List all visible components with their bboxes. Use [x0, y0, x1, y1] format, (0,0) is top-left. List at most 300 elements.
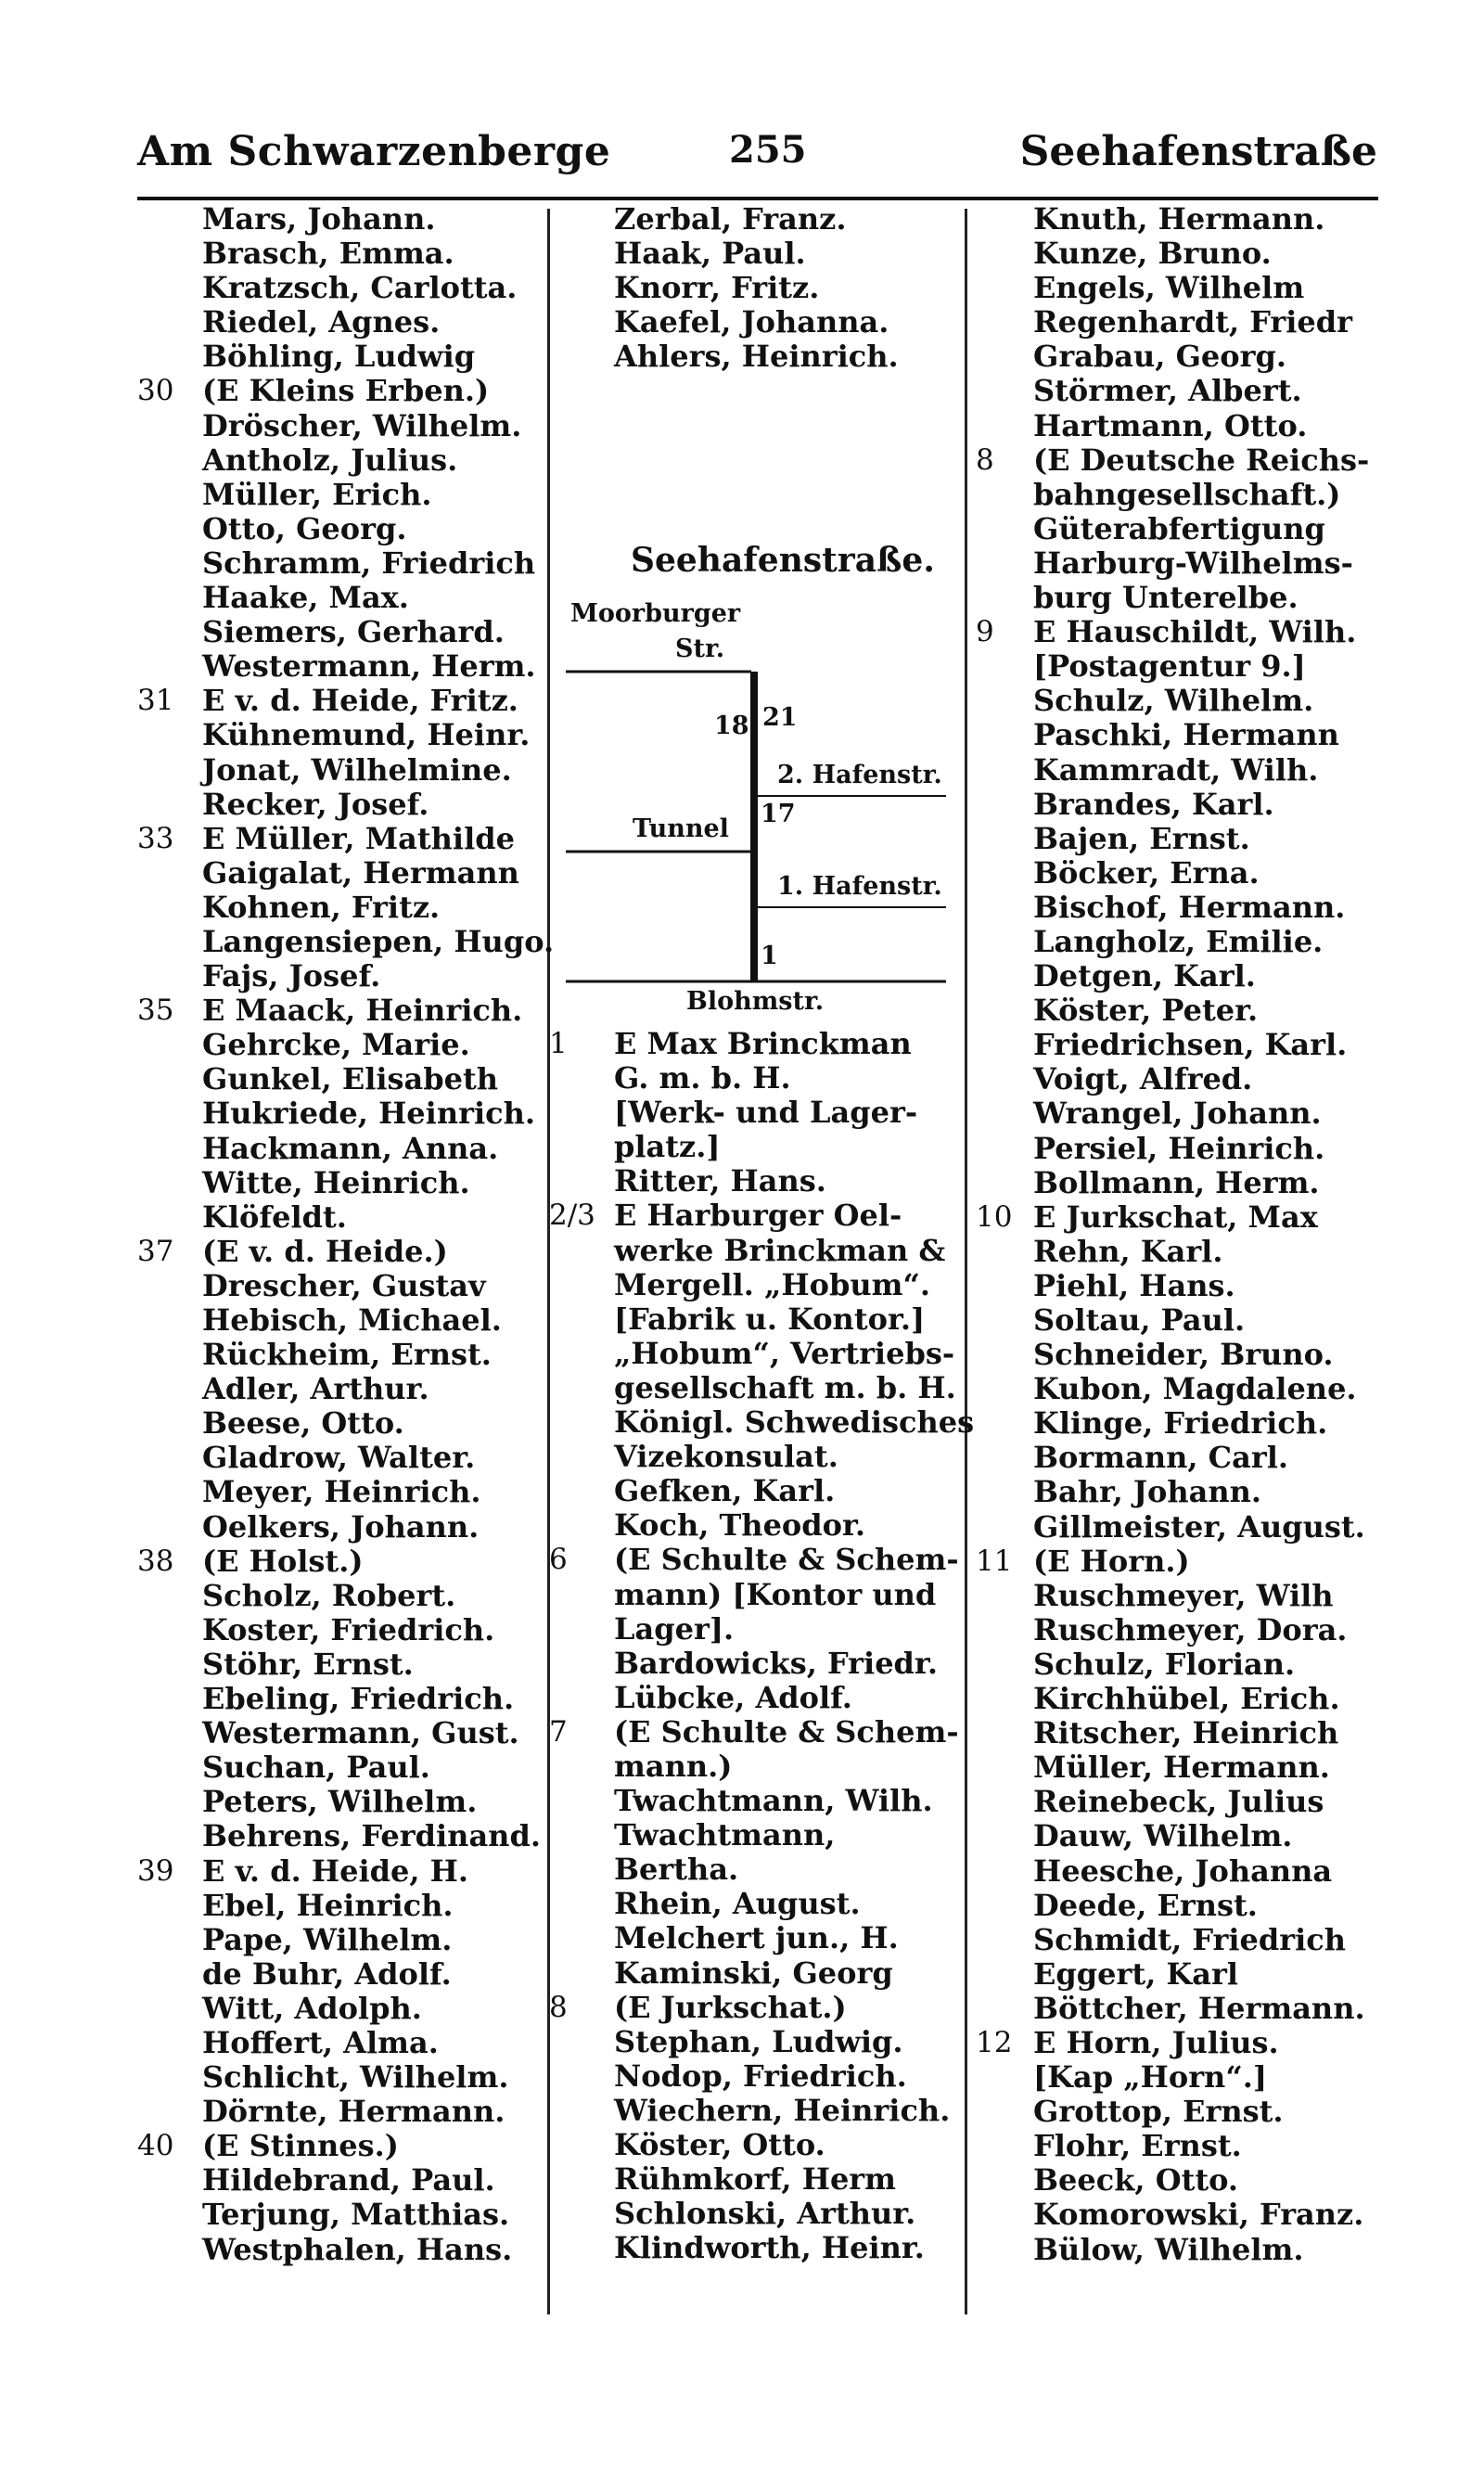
entry-line: [137, 718, 545, 752]
resident-name: platz.]: [614, 1129, 721, 1165]
resident-name: Klöfeldt.: [202, 1199, 347, 1235]
resident-name: (E Jurkschat.): [614, 1989, 847, 2025]
house-number: 10: [976, 1199, 1013, 1234]
entry-line: [137, 2095, 545, 2129]
resident-name: Terjung, Matthias.: [202, 2197, 510, 2233]
entry-line: [976, 1716, 1384, 1750]
entry-line: [549, 1130, 957, 1164]
entry-line: [549, 1750, 957, 1784]
resident-name: Schulz, Wilhelm.: [1033, 683, 1314, 719]
entry-line: [549, 2128, 957, 2162]
resident-name: Müller, Erich.: [202, 476, 432, 512]
resident-name: mann.): [614, 1748, 733, 1784]
entry-line: [549, 2025, 957, 2059]
resident-name: Lübcke, Adolf.: [614, 1679, 852, 1715]
entry-line: [549, 1715, 957, 1750]
resident-name: E Horn, Julius.: [1033, 2024, 1279, 2060]
resident-name: Komorowski, Franz.: [1033, 2197, 1364, 2233]
entry-line: [976, 1510, 1384, 1545]
resident-name: Witte, Heinrich.: [202, 1164, 470, 1200]
entry-line: [976, 1028, 1384, 1062]
resident-name: Rückheim, Ernst.: [202, 1337, 492, 1373]
entry-line: [976, 271, 1384, 305]
entry-line: [549, 1404, 975, 1441]
house-number: 30: [137, 374, 174, 408]
entry-line: [549, 1474, 957, 1508]
entry-line: [976, 340, 1384, 374]
entry-line: [976, 1682, 1384, 1716]
entry-line: [549, 1921, 957, 1955]
resident-name: Hartmann, Otto.: [1033, 407, 1308, 443]
resident-name: Kohnen, Fritz.: [202, 889, 441, 925]
resident-name: Kaefel, Johanna.: [614, 304, 889, 340]
resident-name: [Fabrik u. Kontor.]: [614, 1301, 926, 1337]
section-title: Seehafenstraße.: [631, 541, 935, 580]
entry-line: [976, 1441, 1384, 1475]
house-number: 38: [137, 1544, 174, 1578]
entry-line: [976, 2233, 1384, 2267]
resident-name: Beeck, Otto.: [1033, 2162, 1239, 2198]
entry-line: [549, 1543, 957, 1577]
entry-line: [137, 1957, 545, 1992]
resident-name: Regenhardt, Friedr: [1033, 304, 1353, 340]
house-number: 8: [976, 442, 994, 477]
entry-line: [137, 1475, 545, 1509]
resident-name: Knuth, Hermann.: [1033, 201, 1325, 237]
entry-line: [137, 237, 545, 271]
column-divider-2: [965, 209, 967, 2314]
resident-name: Gaigalat, Hermann: [202, 854, 519, 891]
entry-line: [549, 1027, 957, 1061]
resident-name: Siemers, Gerhard.: [202, 614, 505, 650]
house-number: 40: [137, 2129, 174, 2163]
entry-line: [137, 2163, 545, 2198]
entry-line: [137, 1819, 545, 1853]
resident-name: Mergell. „Hobum“.: [614, 1266, 930, 1302]
resident-name: Bülow, Wilhelm.: [1033, 2231, 1304, 2267]
entry-line: [137, 1372, 545, 1406]
resident-name: Otto, Georg.: [202, 510, 407, 546]
entry-line: [137, 512, 545, 546]
column-3: [976, 202, 1384, 2267]
entry-line: [976, 1475, 1384, 1509]
resident-name: Haak, Paul.: [614, 236, 806, 272]
entry-line: [549, 1612, 957, 1647]
entry-line: [976, 1269, 1384, 1303]
entry-line: [137, 409, 545, 443]
map-label-21: 21: [762, 703, 798, 732]
entry-line: [976, 374, 1384, 408]
house-number: 1: [549, 1027, 568, 1060]
resident-name: Kratzsch, Carlotta.: [202, 270, 518, 306]
resident-name: Flohr, Ernst.: [1033, 2128, 1242, 2164]
entry-line: [976, 1613, 1384, 1647]
resident-name: Hoffert, Alma.: [202, 2024, 439, 2060]
entry-line: [137, 649, 545, 684]
entry-line: [137, 1132, 545, 1166]
resident-name: Reinebeck, Julius: [1033, 1784, 1324, 1820]
entry-line: [549, 1852, 957, 1887]
resident-name: Schlonski, Arthur.: [614, 2196, 916, 2232]
resident-name: Kaminski, Georg: [614, 1955, 893, 1991]
entry-line: [549, 1337, 957, 1371]
resident-name: Nodop, Friedrich.: [614, 2057, 907, 2094]
entry-line: [137, 1235, 545, 1269]
resident-name: [Werk- und Lager-: [614, 1095, 918, 1131]
entry-line: [137, 271, 545, 305]
resident-name: Grabau, Georg.: [1033, 339, 1286, 375]
resident-name: (E Deutsche Reichs-: [1033, 442, 1370, 478]
entry-line: [137, 2233, 545, 2267]
resident-name: Klindworth, Heinr.: [614, 2230, 925, 2266]
page-header: [0, 119, 1484, 184]
resident-name: Rhein, August.: [614, 1886, 861, 1922]
entry-line: [549, 1164, 957, 1199]
resident-name: E Harburger Oel-: [614, 1198, 902, 1234]
resident-name: E Jurkschat, Max: [1033, 1199, 1318, 1235]
resident-name: Bormann, Carl.: [1033, 1440, 1289, 1476]
entry-line: [976, 684, 1384, 718]
entry-line: [549, 2231, 957, 2265]
resident-name: Langholz, Emilie.: [1033, 923, 1324, 959]
resident-name: Bischof, Hermann.: [1033, 889, 1346, 925]
resident-name: Soltau, Paul.: [1033, 1302, 1246, 1338]
entry-line: [137, 1889, 545, 1923]
entry-line: [137, 959, 545, 993]
resident-name: (E Stinnes.): [202, 2128, 399, 2164]
resident-name: Bajen, Ernst.: [1033, 820, 1250, 856]
resident-name: E v. d. Heide, Fritz.: [202, 683, 518, 719]
entry-line: [976, 1096, 1384, 1131]
resident-name: gesellschaft m. b. H.: [614, 1369, 956, 1405]
entry-line: [549, 1302, 957, 1337]
resident-name: Detgen, Karl.: [1033, 958, 1256, 994]
entry-line: [976, 1303, 1384, 1338]
resident-name: Güterabfertigung: [1033, 510, 1325, 546]
resident-name: Dröscher, Wilhelm.: [202, 407, 522, 443]
house-number: 12: [976, 2025, 1013, 2059]
entry-line: [549, 1578, 957, 1612]
resident-name: Lager].: [614, 1610, 735, 1647]
house-number: 9: [976, 615, 994, 649]
resident-name: (E Holst.): [202, 1543, 364, 1579]
resident-name: mann) [Kontor und: [614, 1576, 937, 1612]
entry-line: [976, 615, 1384, 649]
entry-line: [976, 1338, 1384, 1372]
map-label-1: 1: [761, 942, 778, 970]
map-label-18: 18: [714, 711, 749, 740]
entry-line: [137, 1545, 545, 1579]
resident-name: Stephan, Ludwig.: [614, 2023, 903, 2059]
entry-line: [976, 2095, 1384, 2129]
resident-name: Böhling, Ludwig: [202, 339, 476, 375]
entry-line: [976, 1647, 1384, 1682]
entry-line: [137, 1647, 545, 1682]
entry-line: [137, 1613, 545, 1647]
entry-line: [976, 1200, 1384, 1235]
entry-line: [976, 581, 1384, 615]
entry-line: [549, 1956, 957, 1991]
resident-name: Hildebrand, Paul.: [202, 2162, 495, 2198]
resident-name: Brandes, Karl.: [1033, 786, 1274, 822]
entry-line: [549, 1508, 957, 1543]
entry-line: [549, 1818, 957, 1852]
resident-name: Beese, Otto.: [202, 1405, 404, 1442]
page-number: 255: [729, 128, 807, 172]
house-number: 39: [137, 1853, 174, 1888]
resident-name: Fajs, Josef.: [202, 958, 381, 994]
header-rule: [137, 197, 1378, 200]
entry-line: [137, 1269, 545, 1303]
entry-line: [137, 891, 545, 925]
entry-line: [976, 2198, 1384, 2232]
resident-name: Müller, Hermann.: [1033, 1750, 1330, 1786]
entry-line: [137, 1200, 545, 1235]
resident-name: Hukriede, Heinrich.: [202, 1096, 535, 1132]
resident-name: bahngesellschaft.): [1033, 476, 1341, 512]
entry-line: [549, 1234, 957, 1268]
resident-name: Störmer, Albert.: [1033, 373, 1302, 409]
entry-line: [976, 993, 1384, 1028]
resident-name: Schlicht, Wilhelm.: [202, 2059, 509, 2096]
entry-line: [549, 2059, 957, 2094]
entry-line: [137, 581, 545, 615]
column-2: [549, 1026, 975, 2266]
entry-line: [137, 1062, 545, 1096]
resident-name: Langensiepen, Hugo.: [202, 923, 555, 959]
entry-line: [976, 959, 1384, 993]
entry-line: [137, 615, 545, 649]
resident-name: E Hauschildt, Wilh.: [1033, 614, 1357, 650]
map-label-moorburger: Moorburger: [570, 599, 741, 628]
resident-name: Kubon, Magdalene.: [1033, 1371, 1357, 1407]
street-map: [556, 594, 965, 1030]
entry-line: [137, 305, 545, 340]
entry-line: [976, 2026, 1384, 2060]
resident-name: Friedrichsen, Karl.: [1033, 1027, 1348, 1063]
entry-line: [976, 2060, 1384, 2095]
resident-name: Westphalen, Hans.: [202, 2231, 513, 2267]
entry-line: [137, 1441, 545, 1475]
entry-line: [976, 237, 1384, 271]
resident-name: Engels, Wilhelm: [1033, 270, 1305, 306]
resident-name: Böcker, Erna.: [1033, 854, 1260, 891]
resident-name: Twachtmann, Wilh.: [614, 1783, 933, 1819]
resident-name: Ruschmeyer, Dora.: [1033, 1611, 1348, 1647]
entry-line: [549, 1371, 957, 1405]
resident-name: Haake, Max.: [202, 580, 409, 616]
resident-name: Klinge, Friedrich.: [1033, 1405, 1328, 1442]
resident-name: (E Kleins Erben.): [202, 373, 490, 409]
entry-line: [976, 305, 1384, 340]
resident-name: Deede, Ernst.: [1033, 1887, 1258, 1923]
entry-line: [976, 478, 1384, 512]
entry-line: [137, 1923, 545, 1957]
entry-line: [976, 1545, 1384, 1579]
resident-name: Wrangel, Johann.: [1033, 1096, 1322, 1132]
entry-line: [137, 822, 545, 856]
resident-name: Drescher, Gustav: [202, 1267, 486, 1303]
entry-line: [137, 1166, 545, 1200]
entry-line: [137, 1028, 545, 1062]
entry-line: [976, 546, 1384, 581]
resident-name: Antholz, Julius.: [202, 442, 458, 478]
resident-name: (E Schulte & Schem-: [614, 1713, 959, 1750]
resident-name: Piehl, Hans.: [1033, 1267, 1235, 1303]
resident-name: Dauw, Wilhelm.: [1033, 1818, 1293, 1854]
resident-name: werke Brinckman &: [614, 1232, 946, 1268]
entry-line: [976, 1992, 1384, 2026]
resident-name: Koster, Friedrich.: [202, 1611, 495, 1647]
entry-line: [976, 1132, 1384, 1166]
entry-line: [976, 1923, 1384, 1957]
entry-line: [976, 1235, 1384, 1269]
entry-line: [137, 2060, 545, 2095]
resident-name: Persiel, Heinrich.: [1033, 1130, 1325, 1166]
resident-name: de Buhr, Adolf.: [202, 1955, 452, 1992]
entry-line: [549, 1061, 957, 1096]
entry-line: [976, 856, 1384, 891]
entry-line: [976, 1785, 1384, 1819]
resident-name: Zerbal, Franz.: [614, 201, 847, 237]
entry-line: [976, 1579, 1384, 1613]
entry-line: [549, 1440, 957, 1474]
resident-name: Oelkers, Johann.: [202, 1508, 480, 1545]
entry-line: [976, 649, 1384, 684]
entry-line: [137, 1682, 545, 1716]
entry-line: [976, 512, 1384, 546]
house-number: 2/3: [549, 1199, 595, 1233]
resident-name: Riedel, Agnes.: [202, 304, 441, 340]
entry-line: [976, 1406, 1384, 1441]
resident-name: Bahr, Johann.: [1033, 1474, 1262, 1510]
resident-name: Schneider, Bruno.: [1033, 1337, 1334, 1373]
resident-name: Brasch, Emma.: [202, 236, 454, 272]
resident-name: Melchert jun., H.: [614, 1920, 899, 1956]
house-number: 8: [549, 1990, 568, 2024]
map-label-1-hafenstr: 1. Hafenstr.: [777, 872, 942, 901]
resident-name: Bardowicks, Friedr.: [614, 1645, 938, 1681]
entry-line: [976, 2163, 1384, 2198]
entry-line: [976, 2129, 1384, 2163]
resident-name: Jonat, Wilhelmine.: [202, 751, 512, 788]
entry-line: [976, 1372, 1384, 1406]
house-number: 11: [976, 1544, 1013, 1578]
resident-name: Bertha.: [614, 1852, 739, 1888]
entry-line: [137, 684, 545, 718]
resident-name: Ahlers, Heinrich.: [614, 339, 899, 375]
house-number: 7: [549, 1714, 568, 1749]
resident-name: Königl. Schwedisches: [614, 1404, 975, 1441]
entry-line: [549, 1268, 957, 1302]
resident-name: Kühnemund, Heinr.: [202, 717, 531, 753]
entry-line: [137, 788, 545, 822]
entry-line: [137, 1785, 545, 1819]
entry-line: [976, 1889, 1384, 1923]
resident-name: Bollmann, Herm.: [1033, 1164, 1320, 1200]
resident-name: Ritter, Hans.: [614, 1163, 826, 1199]
resident-name: E v. d. Heide, H.: [202, 1852, 468, 1889]
resident-name: Rehn, Karl.: [1033, 1233, 1223, 1269]
entry-line: [549, 2197, 957, 2231]
house-number: 31: [137, 684, 174, 718]
resident-name: „Hobum“, Vertriebs-: [614, 1335, 955, 1371]
entry-line: [137, 753, 545, 788]
resident-name: Eggert, Karl: [1033, 1955, 1238, 1992]
entry-line: [137, 1716, 545, 1750]
entry-line: [137, 1579, 545, 1613]
resident-name: Adler, Arthur.: [202, 1371, 429, 1407]
entry-line: [549, 1991, 957, 2025]
resident-name: Köster, Peter.: [1033, 993, 1259, 1029]
resident-name: E Maack, Heinrich.: [202, 993, 523, 1029]
entry-line: [137, 2129, 545, 2163]
map-label-17: 17: [761, 800, 796, 828]
resident-name: Stöhr, Ernst.: [202, 1646, 414, 1682]
entry-line: [137, 1750, 545, 1785]
resident-name: Knorr, Fritz.: [614, 270, 820, 306]
entry-line: [137, 1338, 545, 1372]
entry-line: [976, 891, 1384, 925]
column-1: [137, 201, 555, 2267]
resident-name: Mars, Johann.: [202, 201, 436, 237]
entry-line: [976, 925, 1384, 959]
entry-line: [549, 1096, 957, 1130]
entry-line: [976, 1062, 1384, 1096]
header-right-street: Seehafenstraße: [1019, 128, 1377, 175]
resident-name: Schulz, Florian.: [1033, 1646, 1296, 1682]
resident-name: E Müller, Mathilde: [202, 820, 515, 856]
resident-name: Köster, Otto.: [614, 2127, 825, 2162]
resident-name: Kunze, Bruno.: [1033, 236, 1272, 272]
resident-name: [Postagentur 9.]: [1033, 648, 1306, 685]
resident-name: Behrens, Ferdinand.: [202, 1818, 541, 1854]
entry-line: [549, 2094, 957, 2128]
entry-line: [976, 202, 1384, 237]
resident-name: Recker, Josef.: [202, 786, 429, 822]
resident-name: Voigt, Alfred.: [1033, 1061, 1253, 1097]
entry-line: [137, 202, 545, 237]
entry-line: [137, 1303, 545, 1338]
resident-name: Heesche, Johanna: [1033, 1852, 1333, 1889]
resident-name: Peters, Wilhelm.: [202, 1784, 478, 1820]
resident-name: (E v. d. Heide.): [202, 1233, 448, 1269]
entry-line: [976, 822, 1384, 856]
entry-line: [137, 1406, 545, 1441]
entry-line: [137, 1854, 545, 1889]
resident-name: Scholz, Robert.: [202, 1577, 456, 1613]
entry-line: [137, 340, 545, 374]
resident-name: Schramm, Friedrich: [202, 545, 536, 581]
resident-name: Kammradt, Wilh.: [1033, 751, 1319, 788]
entry-line: [137, 546, 545, 581]
resident-name: Ruschmeyer, Wilh: [1033, 1577, 1334, 1613]
resident-name: Meyer, Heinrich.: [202, 1474, 481, 1510]
resident-name: Gehrcke, Marie.: [202, 1027, 470, 1063]
entry-line: [976, 1957, 1384, 1992]
entry-line: [549, 1784, 957, 1818]
entry-line: [549, 1681, 957, 1715]
house-number: 33: [137, 821, 174, 855]
entry-line: [137, 478, 545, 512]
entry-line: [549, 2162, 957, 2197]
entry-line: [976, 1166, 1384, 1200]
entry-line: [137, 2026, 545, 2060]
resident-name: Paschki, Hermann: [1033, 717, 1339, 753]
entry-line: [549, 1647, 957, 1681]
resident-name: Gladrow, Walter.: [202, 1440, 476, 1476]
entry-line: [976, 753, 1384, 788]
